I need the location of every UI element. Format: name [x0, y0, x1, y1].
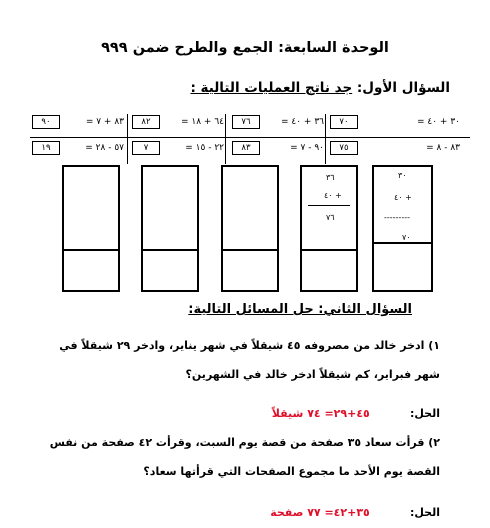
answer-box[interactable]: ٧٦	[232, 115, 260, 129]
problem-2-line-1: ٢) قرأت سعاد ٣٥ صفحة من قصة يوم السبت، وقرأت ٤٢ صفحة من نفس	[49, 436, 440, 449]
column-divider	[325, 114, 326, 164]
work-box-1[interactable]	[62, 165, 120, 292]
answer-box[interactable]: ٧٠	[330, 115, 358, 129]
sum-line	[308, 205, 350, 206]
answer-box[interactable]: ٨٢	[132, 115, 160, 129]
answer-box[interactable]: ٧	[132, 141, 160, 155]
row-divider	[30, 137, 470, 138]
work-box-3[interactable]	[221, 165, 279, 292]
problem-2-answer	[270, 501, 440, 520]
page-title: الوحدة السابعة: الجمع والطرح ضمن ٩٩٩	[101, 40, 389, 56]
problem-1-answer	[272, 402, 440, 421]
answer-box[interactable]: ٩٠	[32, 115, 60, 129]
problem-1-line-1: ١) ادخر خالد من مصروفه ٤٥ شيقلاً في شهر يناير، وادخر ٢٩ شيقلاً في	[59, 339, 440, 352]
question-1-instruction: جد ناتج العمليات التالية :	[190, 80, 353, 96]
answer-box[interactable]: ٧٥	[330, 141, 358, 155]
work-mid-number: ٤٠ +	[324, 191, 342, 200]
answer-label: الحل:	[409, 506, 440, 519]
work-mid-number: ٤٠ +	[394, 193, 412, 202]
column-divider	[225, 114, 226, 164]
work-top-number: ٣٠	[398, 171, 407, 180]
work-result: ٧٦	[326, 213, 335, 222]
work-box-5[interactable]	[372, 165, 433, 292]
work-box-4[interactable]	[300, 165, 358, 292]
answer-box[interactable]: ٨٣	[232, 141, 260, 155]
problem-2-line-2: القصة يوم الأحد ما مجموع الصفحات التي قرأتها سعاد؟	[143, 465, 440, 478]
column-divider	[127, 114, 128, 164]
question-1-heading	[190, 80, 450, 96]
question-2-heading: السؤال الثاني: حل المسائل التالية:	[188, 302, 412, 317]
answer-value: ٣٥+٤٢= ٧٧ صفحة	[270, 506, 370, 519]
equations-area: ٧٠ ٣٠ + ٤٠ = ٧٥ ٨٣ - ٨ = ٧٦ ٣٦ + ٤٠ = ٨٣ ٩٠ - ٧ = ٨٢ ٦٤ + ١٨ = ٧ ٢٢ - ١٥ = ٩٠ ٨٣ + ٧ = ١٩ ٥٧ - ٢٨ =	[30, 112, 470, 164]
work-result: ٧٠	[402, 233, 411, 242]
question-1-label: السؤال الأول:	[356, 80, 450, 96]
answer-box[interactable]: ١٩	[32, 141, 60, 155]
work-dashes: ---------	[384, 213, 410, 222]
answer-label: الحل:	[409, 407, 440, 420]
work-box-2[interactable]	[141, 165, 199, 292]
answer-value: ٤٥+٢٩= ٧٤ شيقلاً	[271, 407, 370, 420]
problem-1-line-2: شهر فبراير، كم شيقلاً ادخر خالد في الشهرين؟	[185, 368, 440, 381]
work-top-number: ٣٦	[326, 173, 335, 182]
